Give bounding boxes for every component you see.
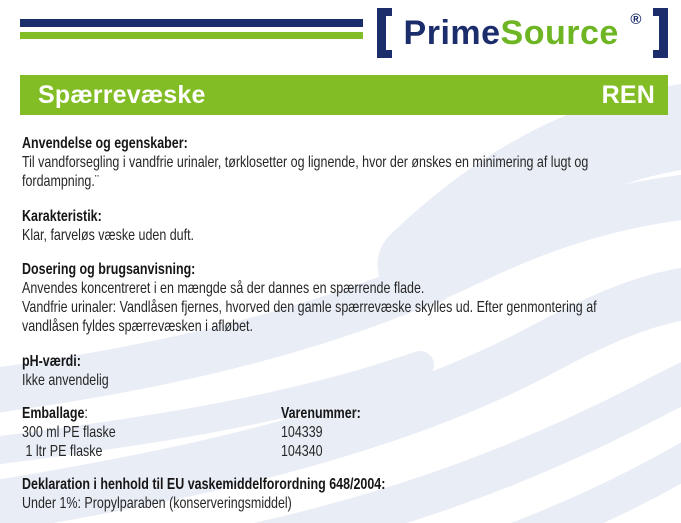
item-number-row: 104340 — [280, 443, 323, 460]
product-variant-badge: REN — [601, 80, 655, 109]
logo-bracket-left-icon — [377, 8, 392, 58]
section-ph-line: Ikke anvendelig — [22, 372, 109, 389]
logo-bracket-right-icon — [653, 8, 668, 58]
section-declaration-heading: Deklaration i henhold til EU vaskemiddelforordning 648/2004: — [22, 476, 386, 493]
packaging-row: 300 ml PE flaske — [22, 424, 116, 441]
registered-trademark-symbol: ® — [630, 11, 642, 28]
logo-text-prime: Prime — [403, 14, 501, 52]
section-dosering-heading: Dosering og brugsanvisning: — [22, 261, 196, 278]
section-dosering — [22, 260, 681, 336]
section-packaging — [22, 404, 681, 461]
logo-text-source: Source — [500, 14, 619, 52]
item-number-row: 104339 — [280, 424, 323, 441]
header-rule-navy — [20, 19, 363, 27]
section-declaration — [22, 475, 681, 513]
section-anvendelse-line: Til vandforsegling i vandfrie urinaler, tørklosetter og lignende, hvor der ønskes en minimering af lugt og — [22, 154, 589, 171]
item-number-heading: Varenummer: — [280, 405, 361, 422]
section-ph-heading: pH-værdi: — [22, 353, 81, 370]
header-rule-green — [20, 32, 363, 39]
packaging-column — [22, 404, 281, 461]
logo-wordmark — [404, 16, 619, 50]
section-dosering-line: Anvendes koncentreret i en mængde så der dannes en spærrende flade. — [22, 280, 425, 297]
section-anvendelse-heading: Anvendelse og egenskaber: — [22, 135, 188, 152]
primesource-logo — [377, 6, 668, 60]
product-title: Spærrevæske — [38, 80, 206, 109]
section-karakteristik — [22, 207, 681, 245]
item-number-column — [281, 404, 361, 461]
section-anvendelse — [22, 134, 681, 191]
section-anvendelse-line: fordampning.¨ — [22, 173, 100, 190]
section-declaration-line: Under 1%: Propylparaben (konserveringsmiddel) — [22, 495, 292, 512]
packaging-heading-colon: : — [84, 405, 88, 422]
section-karakteristik-line: Klar, farveløs væske uden duft. — [22, 227, 195, 244]
section-dosering-line: Vandfrie urinaler: Vandlåsen fjernes, hvorved den gamle spærrevæske skylles ud. Efter genmontering af — [22, 299, 597, 316]
packaging-row: 1 ltr PE flaske — [22, 443, 103, 460]
product-banner — [20, 75, 668, 115]
section-karakteristik-heading: Karakteristik: — [22, 208, 102, 225]
section-dosering-line: vandlåsen fyldes spærrevæsken i afløbet. — [22, 318, 253, 335]
packaging-heading: Emballage: — [22, 405, 88, 422]
section-ph — [22, 352, 681, 390]
